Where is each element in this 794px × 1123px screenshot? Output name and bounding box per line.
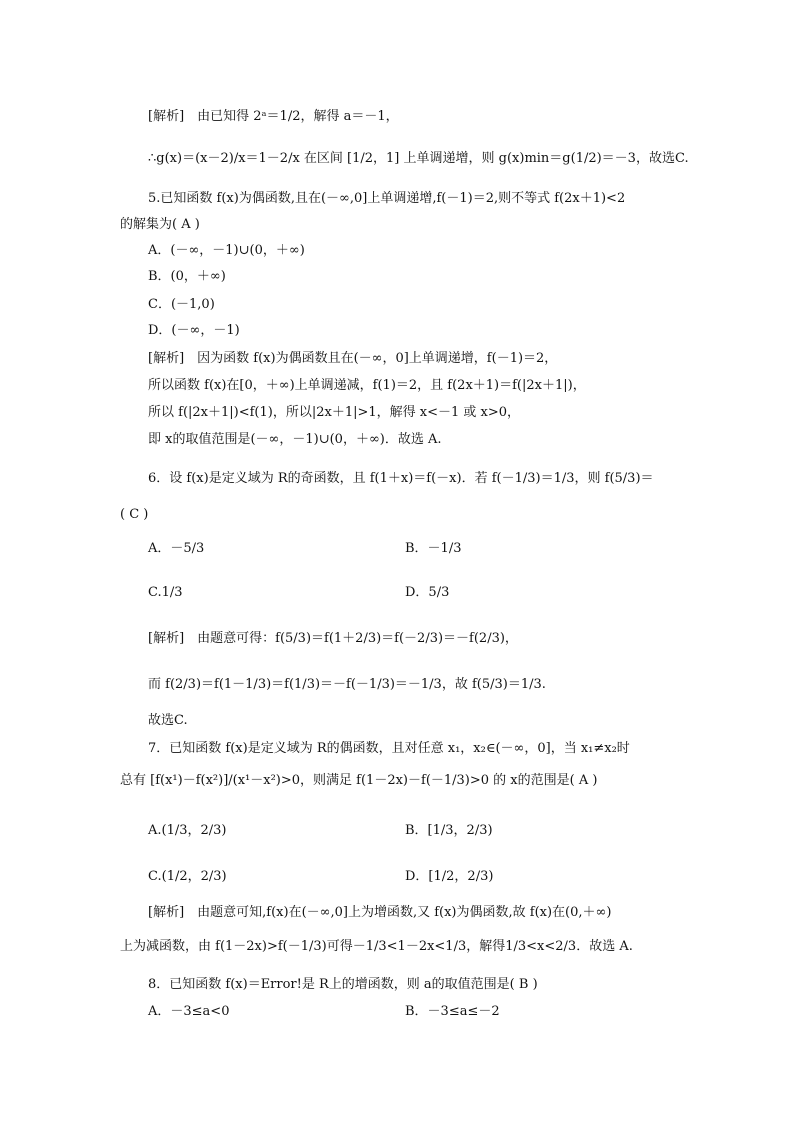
solution-q5-line4: 即 x的取值范围是(－∞，－1)∪(0，＋∞)．故选 A. <box>148 432 442 447</box>
solution-q6-line1: [解析] 由题意可得：f(5/3)＝f(1＋2/3)＝f(－2/3)＝－f(2/3)， <box>148 631 518 646</box>
question-5-stem-cont: 的解集为( A ) <box>120 217 200 232</box>
solution-q6-line3: 故选C. <box>148 713 188 728</box>
question-5-option-c: C．(－1,0) <box>148 297 215 312</box>
solution-q5-line3: 所以 f(|2x＋1|)<f(1)，所以|2x＋1|>1，解得 x<－1 或 x>0， <box>148 405 521 420</box>
question-8-option-b: B．－3≤a≤－2 <box>405 1004 500 1019</box>
solution-q6-line2: 而 f(2/3)＝f(1－1/3)＝f(1/3)＝－f(－1/3)＝－1/3，故 f(5/3)＝1/3. <box>148 677 546 692</box>
question-6-option-a: A．－5/3 <box>148 541 205 556</box>
solution-q7-line1: [解析] 由题意可知,f(x)在(－∞,0]上为增函数,又 f(x)为偶函数,故 f(x)在(0,＋∞) <box>148 905 612 920</box>
question-7-option-d: D．[1/2，2/3) <box>405 869 494 884</box>
question-7-option-a: A.(1/3，2/3) <box>148 823 227 838</box>
question-5-option-a: A．(－∞，－1)∪(0，＋∞) <box>148 243 305 258</box>
question-6-answer: ( C ) <box>120 507 149 522</box>
question-7-option-c: C.(1/2，2/3) <box>148 869 227 884</box>
question-5-option-b: B．(0，＋∞) <box>148 269 226 284</box>
question-6-option-c: C.1/3 <box>148 585 183 600</box>
question-7-option-b: B．[1/3，2/3) <box>405 823 493 838</box>
question-8-stem: 8．已知函数 f(x)＝Error!是 R上的增函数，则 a的取值范围是( B ) <box>148 977 538 992</box>
question-7-stem-cont: 总有 [f(x¹)－f(x²)]/(x¹－x²)>0，则满足 f(1－2x)－f(－1/3)>0 的 x的范围是( A ) <box>120 773 598 788</box>
question-6-stem: 6．设 f(x)是定义域为 R的奇函数，且 f(1＋x)＝f(－x)．若 f(－1/3)＝1/3，则 f(5/3)＝ <box>148 471 654 486</box>
question-5-option-d: D．(－∞，－1) <box>148 323 240 338</box>
question-6-option-d: D．5/3 <box>405 585 450 600</box>
question-7-stem: 7．已知函数 f(x)是定义域为 R的偶函数，且对任意 x₁，x₂∈(－∞，0]，当 x₁≠x₂时 <box>148 741 630 756</box>
solution-q5-line1: [解析] 因为函数 f(x)为偶函数且在(－∞，0]上单调递增，f(－1)＝2， <box>148 351 558 366</box>
question-6-option-b: B．－1/3 <box>405 541 462 556</box>
question-5-stem: 5.已知函数 f(x)为偶函数,且在(－∞,0]上单调递增,f(－1)＝2,则不等式 f(2x＋1)<2 <box>148 191 626 206</box>
solution-q4-line1: [解析] 由已知得 2ᵃ＝1/2，解得 a＝－1， <box>148 109 399 124</box>
solution-q7-line2: 上为减函数，由 f(1－2x)>f(－1/3)可得－1/3<1－2x<1/3，解得1/3<x<2/3．故选 A. <box>120 939 633 954</box>
question-8-option-a: A．－3≤a<0 <box>148 1004 230 1019</box>
solution-q4-line2: ∴g(x)＝(x－2)/x＝1－2/x 在区间 [1/2，1] 上单调递增，则 g(x)min＝g(1/2)＝－3，故选C. <box>148 151 689 166</box>
solution-q5-line2: 所以函数 f(x)在[0，＋∞)上单调递减，f(1)＝2，且 f(2x＋1)＝f(|2x＋1|)， <box>148 378 586 393</box>
